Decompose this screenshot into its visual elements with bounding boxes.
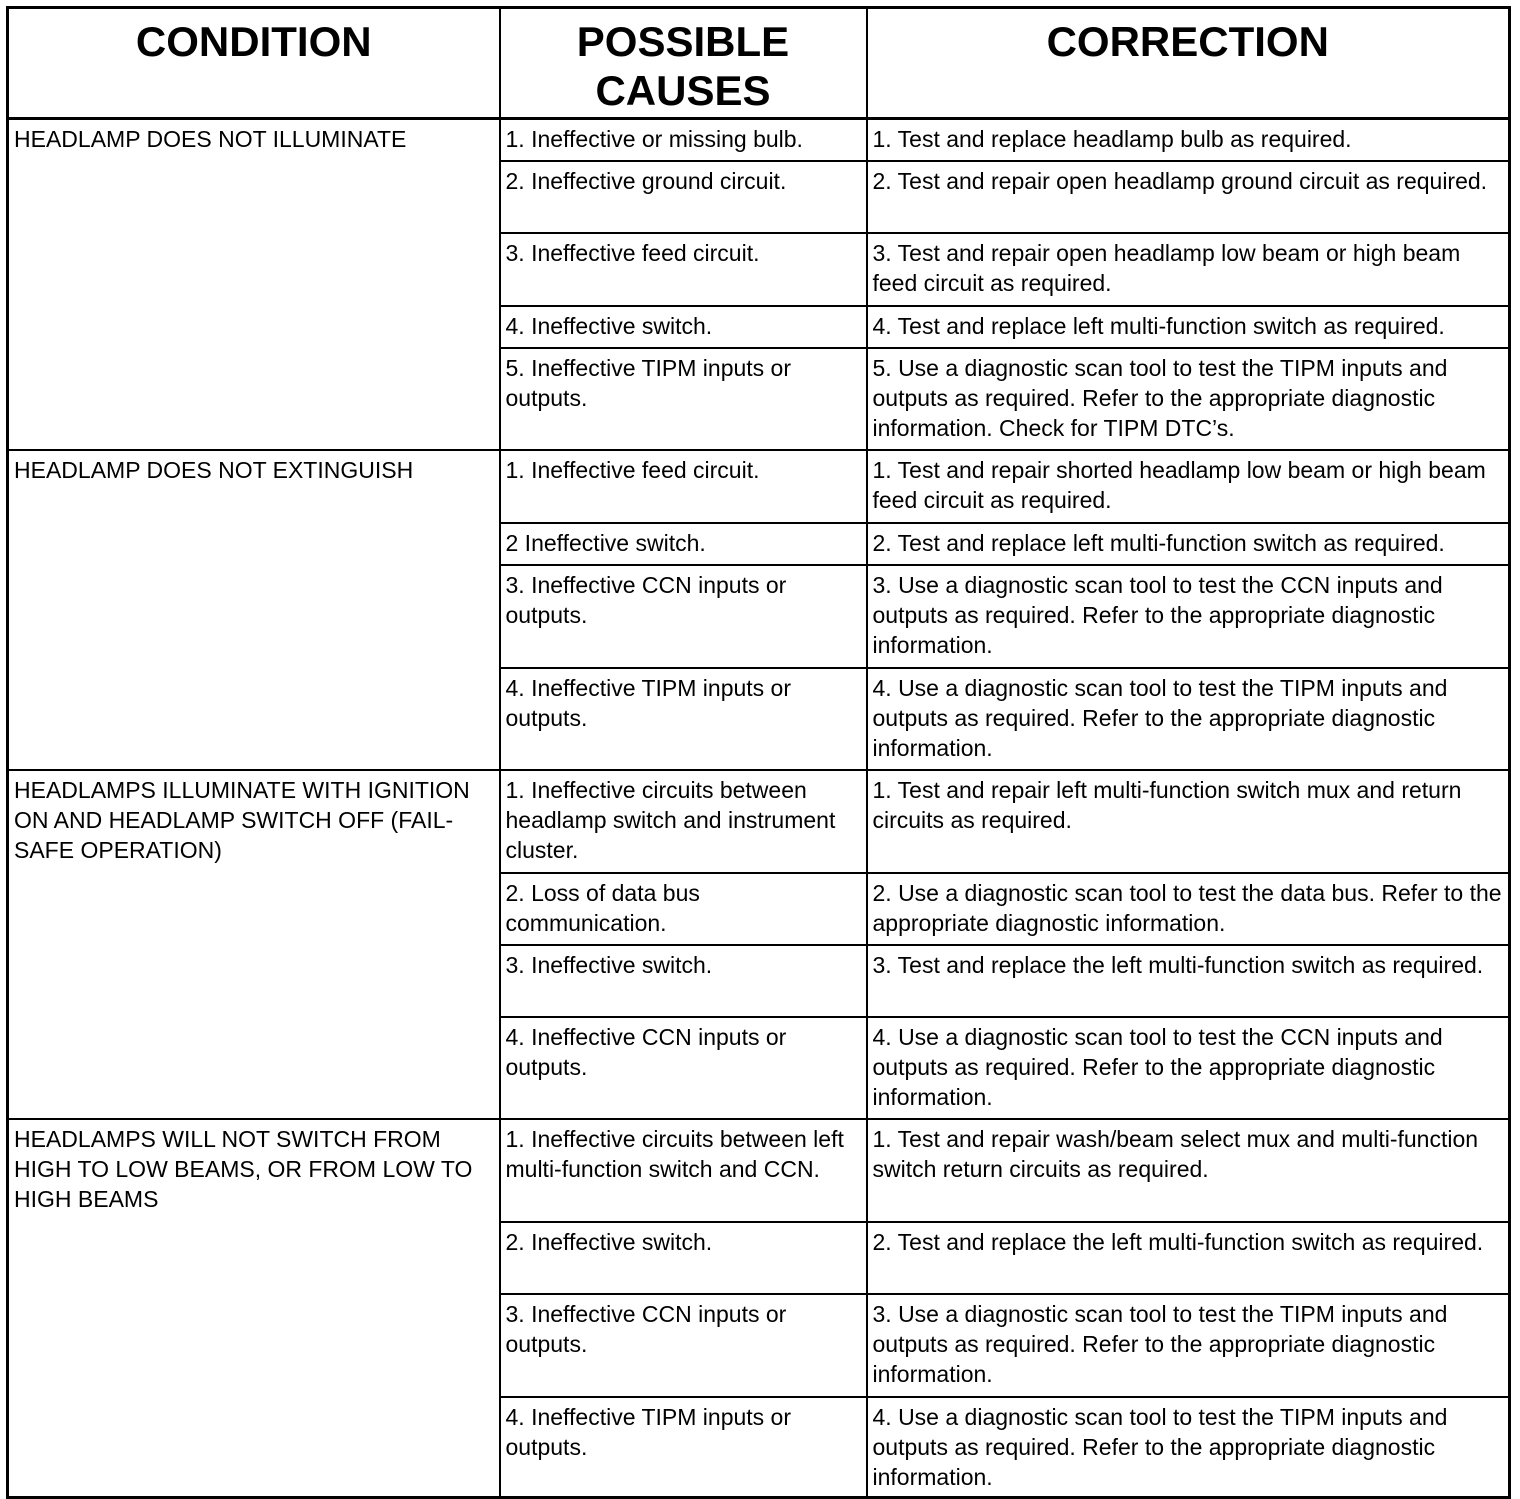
- correction-cell: 2. Use a diagnostic scan tool to test the data bus. Refer to the appropriate diagnostic information.: [867, 873, 1510, 945]
- cause-cell: 1. Ineffective or missing bulb.: [500, 119, 867, 161]
- diagnosis-table-wrapper: [6, 6, 1508, 1499]
- diagnosis-table: [6, 6, 1511, 1499]
- correction-cell: 1. Test and replace headlamp bulb as required.: [867, 119, 1510, 161]
- cause-cell: 2. Ineffective ground circuit.: [500, 161, 867, 233]
- cause-cell: 3. Ineffective feed circuit.: [500, 233, 867, 306]
- condition-cell: HEADLAMP DOES NOT ILLUMINATE: [8, 119, 500, 450]
- correction-cell: 4. Use a diagnostic scan tool to test the CCN inputs and outputs as required. Refer to the appropriate diagnostic information.: [867, 1017, 1510, 1119]
- condition-cell: HEADLAMPS WILL NOT SWITCH FROM HIGH TO LOW BEAMS, OR FROM LOW TO HIGH BEAMS: [8, 1119, 500, 1498]
- cause-cell: 1. Ineffective circuits between headlamp switch and instrument cluster.: [500, 770, 867, 873]
- cause-cell: 3. Ineffective switch.: [500, 945, 867, 1017]
- cause-cell: 3. Ineffective CCN inputs or outputs.: [500, 1294, 867, 1397]
- table-row: [8, 119, 1510, 161]
- correction-cell: 3. Test and replace the left multi-function switch as required.: [867, 945, 1510, 1017]
- header-row: [8, 8, 1510, 119]
- cause-cell: 4. Ineffective TIPM inputs or outputs.: [500, 668, 867, 770]
- correction-cell: 2. Test and replace left multi-function switch as required.: [867, 523, 1510, 565]
- correction-cell: 3. Use a diagnostic scan tool to test the TIPM inputs and outputs as required. Refer to the appropriate diagnostic information.: [867, 1294, 1510, 1397]
- correction-cell: 2. Test and repair open headlamp ground circuit as required.: [867, 161, 1510, 233]
- condition-cell: HEADLAMP DOES NOT EXTINGUISH: [8, 450, 500, 770]
- cause-cell: 3. Ineffective CCN inputs or outputs.: [500, 565, 867, 668]
- correction-cell: 5. Use a diagnostic scan tool to test the TIPM inputs and outputs as required. Refer to the appropriate diagnostic information. Check for TIPM DTC’s.: [867, 348, 1510, 450]
- cause-cell: 4. Ineffective CCN inputs or outputs.: [500, 1017, 867, 1119]
- cause-cell: 2. Loss of data bus communication.: [500, 873, 867, 945]
- correction-cell: 3. Test and repair open headlamp low beam or high beam feed circuit as required.: [867, 233, 1510, 306]
- cause-cell: 1. Ineffective feed circuit.: [500, 450, 867, 523]
- table-row: [8, 450, 1510, 523]
- correction-cell: 4. Use a diagnostic scan tool to test the TIPM inputs and outputs as required. Refer to the appropriate diagnostic information.: [867, 668, 1510, 770]
- correction-cell: 4. Test and replace left multi-function switch as required.: [867, 306, 1510, 348]
- condition-cell: HEADLAMPS ILLUMINATE WITH IGNITION ON AND HEADLAMP SWITCH OFF (FAIL-SAFE OPERATION): [8, 770, 500, 1119]
- correction-cell: 1. Test and repair wash/beam select mux and multi-function switch return circuits as required.: [867, 1119, 1510, 1222]
- table-row: [8, 1119, 1510, 1222]
- header-condition: CONDITION: [8, 8, 500, 119]
- header-correction: CORRECTION: [867, 8, 1510, 119]
- cause-cell: 2 Ineffective switch.: [500, 523, 867, 565]
- cause-cell: 4. Ineffective TIPM inputs or outputs.: [500, 1397, 867, 1498]
- correction-cell: 3. Use a diagnostic scan tool to test the CCN inputs and outputs as required. Refer to the appropriate diagnostic information.: [867, 565, 1510, 668]
- cause-cell: 1. Ineffective circuits between left multi-function switch and CCN.: [500, 1119, 867, 1222]
- correction-cell: 4. Use a diagnostic scan tool to test the TIPM inputs and outputs as required. Refer to the appropriate diagnostic information.: [867, 1397, 1510, 1498]
- correction-cell: 2. Test and replace the left multi-function switch as required.: [867, 1222, 1510, 1294]
- cause-cell: 2. Ineffective switch.: [500, 1222, 867, 1294]
- table-row: [8, 770, 1510, 873]
- correction-cell: 1. Test and repair left multi-function switch mux and return circuits as required.: [867, 770, 1510, 873]
- cause-cell: 4. Ineffective switch.: [500, 306, 867, 348]
- cause-cell: 5. Ineffective TIPM inputs or outputs.: [500, 348, 867, 450]
- header-possible-causes: POSSIBLE CAUSES: [500, 8, 867, 119]
- correction-cell: 1. Test and repair shorted headlamp low beam or high beam feed circuit as required.: [867, 450, 1510, 523]
